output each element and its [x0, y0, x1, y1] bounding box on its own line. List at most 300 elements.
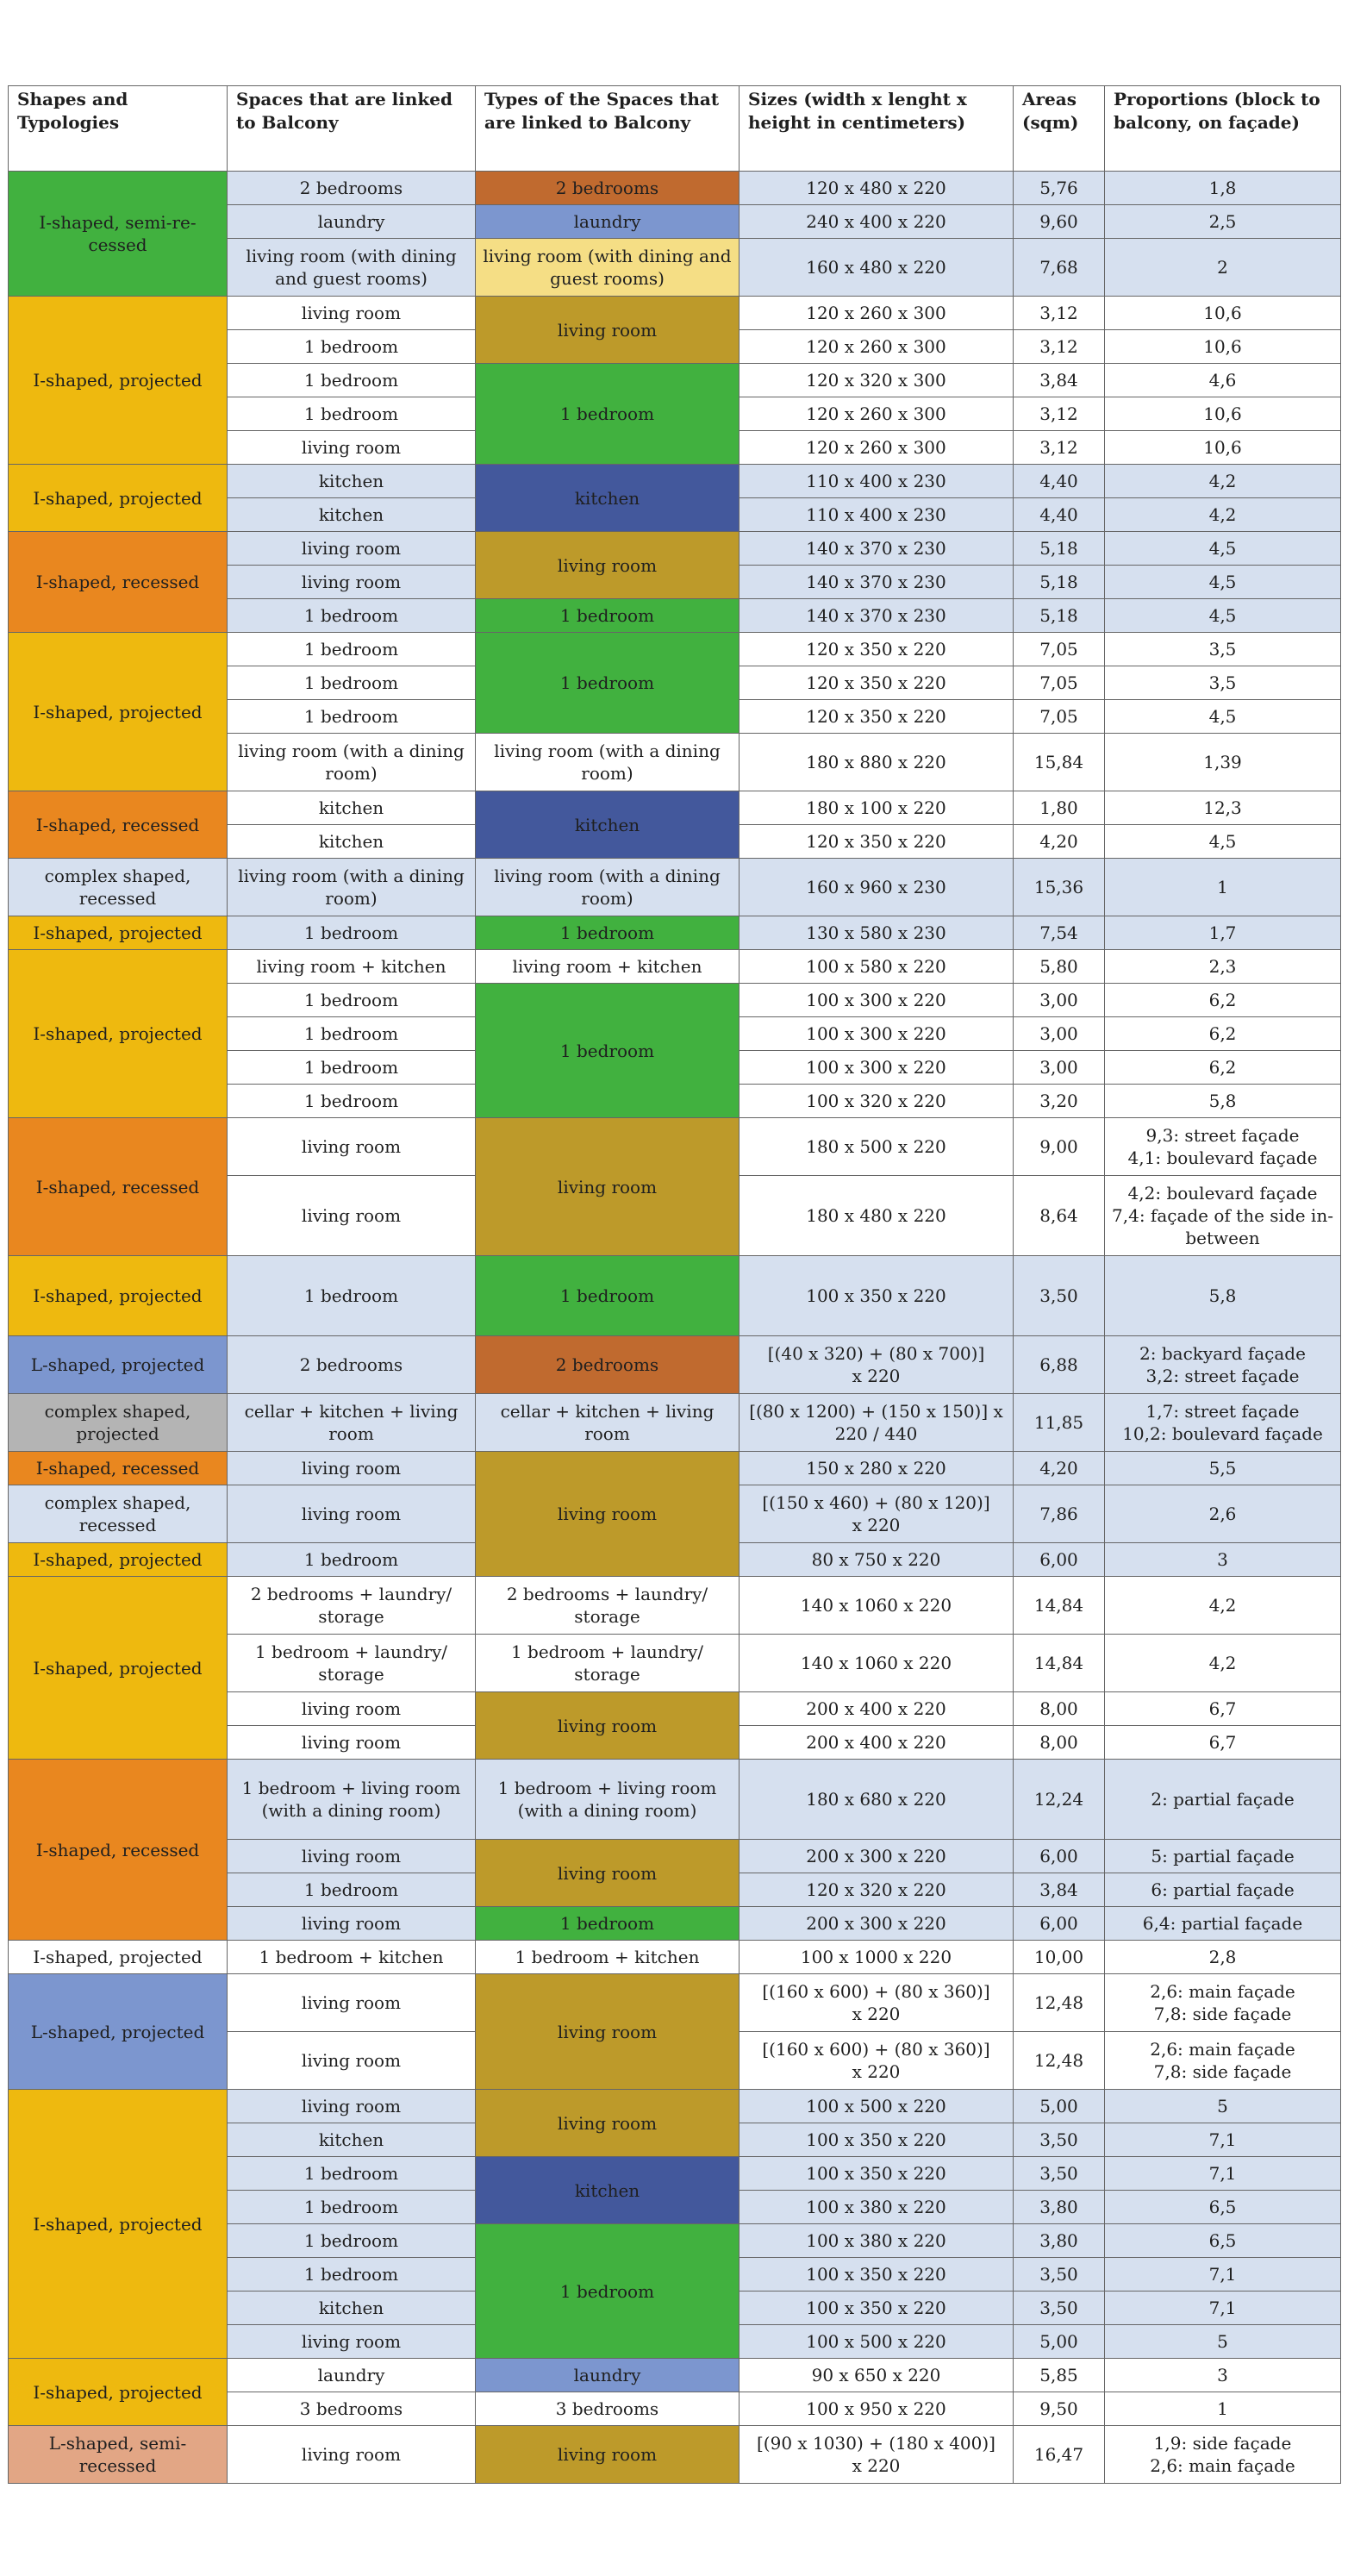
- header-linked-spaces: Spaces that are linked to Balcony: [228, 86, 476, 172]
- space-cell: 1 bedroom: [228, 1543, 476, 1577]
- size-cell: 120 x 350 x 220: [740, 700, 1014, 734]
- proportion-cell: 12,3: [1105, 791, 1341, 825]
- type-cell: 2 bedrooms: [476, 1336, 740, 1394]
- size-cell: 180 x 500 x 220: [740, 1118, 1014, 1176]
- type-cell: 1 bedroom + kitchen: [476, 1941, 740, 1974]
- area-cell: 6,00: [1014, 1543, 1105, 1577]
- type-cell: living room (with a dining room): [476, 859, 740, 916]
- shape-cell: I-shaped, recessed: [9, 532, 228, 633]
- size-cell: 100 x 350 x 220: [740, 2123, 1014, 2157]
- type-cell: living room: [476, 532, 740, 599]
- proportion-cell: 2,6: main façade 7,8: side façade: [1105, 2032, 1341, 2090]
- proportion-cell: 9,3: street façade 4,1: boulevard façade: [1105, 1118, 1341, 1176]
- size-cell: 100 x 950 x 220: [740, 2392, 1014, 2426]
- area-cell: 7,05: [1014, 700, 1105, 734]
- proportion-cell: 1: [1105, 859, 1341, 916]
- header-sizes: Sizes (width x lenght x height in centimeters): [740, 86, 1014, 172]
- area-cell: 14,84: [1014, 1577, 1105, 1635]
- size-cell: 120 x 260 x 300: [740, 431, 1014, 465]
- proportion-cell: 6,2: [1105, 1051, 1341, 1085]
- space-cell: laundry: [228, 2359, 476, 2392]
- space-cell: 1 bedroom: [228, 2157, 476, 2191]
- proportion-cell: 4,5: [1105, 566, 1341, 599]
- shape-cell: I-shaped, projected: [9, 2359, 228, 2426]
- size-cell: 100 x 320 x 220: [740, 1085, 1014, 1118]
- type-cell: 2 bedrooms + laundry/ storage: [476, 1577, 740, 1635]
- space-cell: living room: [228, 297, 476, 330]
- proportion-cell: 4,6: [1105, 364, 1341, 397]
- table-row: [9, 465, 1341, 498]
- space-cell: living room: [228, 1176, 476, 1256]
- area-cell: 3,50: [1014, 2123, 1105, 2157]
- proportion-cell: 6,2: [1105, 984, 1341, 1017]
- space-cell: 1 bedroom: [228, 700, 476, 734]
- space-cell: living room: [228, 1485, 476, 1543]
- proportion-cell: 10,6: [1105, 297, 1341, 330]
- space-cell: 1 bedroom: [228, 330, 476, 364]
- area-cell: 9,60: [1014, 205, 1105, 239]
- size-cell: 180 x 480 x 220: [740, 1176, 1014, 1256]
- type-cell: 1 bedroom: [476, 984, 740, 1118]
- area-cell: 8,00: [1014, 1726, 1105, 1760]
- size-cell: 80 x 750 x 220: [740, 1543, 1014, 1577]
- area-cell: 3,50: [1014, 2157, 1105, 2191]
- size-cell: 100 x 1000 x 220: [740, 1941, 1014, 1974]
- size-cell: 100 x 300 x 220: [740, 1017, 1014, 1051]
- area-cell: 5,85: [1014, 2359, 1105, 2392]
- proportion-cell: 1,39: [1105, 734, 1341, 791]
- proportion-cell: 7,1: [1105, 2123, 1341, 2157]
- space-cell: living room: [228, 1726, 476, 1760]
- size-cell: 120 x 480 x 220: [740, 172, 1014, 205]
- size-cell: 240 x 400 x 220: [740, 205, 1014, 239]
- type-cell: living room: [476, 297, 740, 364]
- type-cell: living room (with dining and guest rooms): [476, 239, 740, 297]
- proportion-cell: 2,3: [1105, 950, 1341, 984]
- space-cell: 1 bedroom: [228, 1085, 476, 1118]
- proportion-cell: 1: [1105, 2392, 1341, 2426]
- space-cell: 1 bedroom: [228, 2258, 476, 2292]
- type-cell: living room: [476, 1974, 740, 2090]
- proportion-cell: 2,6: [1105, 1485, 1341, 1543]
- space-cell: 1 bedroom + living room (with a dining room): [228, 1760, 476, 1840]
- proportion-cell: 4,5: [1105, 532, 1341, 566]
- space-cell: kitchen: [228, 465, 476, 498]
- header-row: [9, 86, 1341, 172]
- area-cell: 16,47: [1014, 2426, 1105, 2484]
- header-proportions: Proportions (block to balcony, on façade): [1105, 86, 1341, 172]
- shape-cell: L-shaped, projected: [9, 1336, 228, 1394]
- size-cell: 120 x 350 x 220: [740, 666, 1014, 700]
- size-cell: 100 x 500 x 220: [740, 2090, 1014, 2123]
- proportion-cell: 1,7: street façade 10,2: boulevard façade: [1105, 1394, 1341, 1452]
- area-cell: 5,80: [1014, 950, 1105, 984]
- space-cell: living room (with dining and guest rooms): [228, 239, 476, 297]
- type-cell: 2 bedrooms: [476, 172, 740, 205]
- table-row: [9, 791, 1341, 825]
- shape-cell: I-shaped, projected: [9, 1256, 228, 1336]
- area-cell: 3,00: [1014, 1017, 1105, 1051]
- area-cell: 3,80: [1014, 2191, 1105, 2224]
- proportion-cell: 5,8: [1105, 1085, 1341, 1118]
- table-row: [9, 1760, 1341, 1840]
- area-cell: 5,00: [1014, 2090, 1105, 2123]
- shape-cell: complex shaped, recessed: [9, 1485, 228, 1543]
- proportion-cell: 6: partial façade: [1105, 1873, 1341, 1907]
- shape-cell: complex shaped, projected: [9, 1394, 228, 1452]
- table-body: [9, 172, 1341, 2484]
- size-cell: 100 x 300 x 220: [740, 984, 1014, 1017]
- space-cell: laundry: [228, 205, 476, 239]
- header-shapes: Shapes and Typologies: [9, 86, 228, 172]
- size-cell: 200 x 400 x 220: [740, 1692, 1014, 1726]
- proportion-cell: 4,2: boulevard façade 7,4: façade of the side in-between: [1105, 1176, 1341, 1256]
- space-cell: living room (with a dining room): [228, 859, 476, 916]
- table-row: [9, 1452, 1341, 1485]
- proportion-cell: 6,7: [1105, 1726, 1341, 1760]
- size-cell: 150 x 280 x 220: [740, 1452, 1014, 1485]
- type-cell: 1 bedroom: [476, 916, 740, 950]
- space-cell: kitchen: [228, 825, 476, 859]
- size-cell: 110 x 400 x 230: [740, 465, 1014, 498]
- proportion-cell: 2: backyard façade 3,2: street façade: [1105, 1336, 1341, 1394]
- type-cell: 1 bedroom + living room (with a dining room): [476, 1760, 740, 1840]
- area-cell: 4,20: [1014, 1452, 1105, 1485]
- shape-cell: I-shaped, projected: [9, 916, 228, 950]
- space-cell: 1 bedroom: [228, 916, 476, 950]
- area-cell: 3,50: [1014, 2258, 1105, 2292]
- type-cell: living room: [476, 1692, 740, 1760]
- proportion-cell: 4,2: [1105, 1577, 1341, 1635]
- type-cell: living room: [476, 1840, 740, 1907]
- area-cell: 10,00: [1014, 1941, 1105, 1974]
- type-cell: kitchen: [476, 791, 740, 859]
- space-cell: 2 bedrooms: [228, 172, 476, 205]
- area-cell: 7,05: [1014, 633, 1105, 666]
- area-cell: 3,50: [1014, 2292, 1105, 2325]
- space-cell: living room: [228, 1452, 476, 1485]
- area-cell: 3,84: [1014, 1873, 1105, 1907]
- space-cell: 1 bedroom: [228, 666, 476, 700]
- space-cell: 1 bedroom: [228, 984, 476, 1017]
- shape-cell: L-shaped, semi-recessed: [9, 2426, 228, 2484]
- proportion-cell: 1,8: [1105, 172, 1341, 205]
- shape-cell: complex shaped, recessed: [9, 859, 228, 916]
- size-cell: [(40 x 320) + (80 x 700)] x 220: [740, 1336, 1014, 1394]
- space-cell: 1 bedroom: [228, 599, 476, 633]
- proportion-cell: 2: partial façade: [1105, 1760, 1341, 1840]
- shape-cell: I-shaped, recessed: [9, 1452, 228, 1485]
- type-cell: living room: [476, 1118, 740, 1256]
- space-cell: kitchen: [228, 2123, 476, 2157]
- proportion-cell: 3,5: [1105, 633, 1341, 666]
- area-cell: 11,85: [1014, 1394, 1105, 1452]
- table-row: [9, 532, 1341, 566]
- shape-cell: I-shaped, semi-re-cessed: [9, 172, 228, 297]
- area-cell: 7,05: [1014, 666, 1105, 700]
- table-row: [9, 2359, 1341, 2392]
- proportion-cell: 4,5: [1105, 700, 1341, 734]
- proportion-cell: 2,6: main façade 7,8: side façade: [1105, 1974, 1341, 2032]
- type-cell: 1 bedroom: [476, 633, 740, 734]
- area-cell: 12,24: [1014, 1760, 1105, 1840]
- size-cell: 120 x 260 x 300: [740, 330, 1014, 364]
- space-cell: cellar + kitchen + living room: [228, 1394, 476, 1452]
- proportion-cell: 6,7: [1105, 1692, 1341, 1726]
- proportion-cell: 10,6: [1105, 397, 1341, 431]
- proportion-cell: 5: partial façade: [1105, 1840, 1341, 1873]
- type-cell: 1 bedroom: [476, 1907, 740, 1941]
- size-cell: 110 x 400 x 230: [740, 498, 1014, 532]
- area-cell: 7,54: [1014, 916, 1105, 950]
- size-cell: 200 x 400 x 220: [740, 1726, 1014, 1760]
- proportion-cell: 4,5: [1105, 599, 1341, 633]
- table-row: [9, 633, 1341, 666]
- proportion-cell: 6,4: partial façade: [1105, 1907, 1341, 1941]
- space-cell: 1 bedroom: [228, 1051, 476, 1085]
- area-cell: 3,12: [1014, 431, 1105, 465]
- shape-cell: I-shaped, projected: [9, 2090, 228, 2359]
- size-cell: 140 x 370 x 230: [740, 532, 1014, 566]
- area-cell: 7,68: [1014, 239, 1105, 297]
- area-cell: 15,36: [1014, 859, 1105, 916]
- shape-cell: I-shaped, projected: [9, 297, 228, 465]
- type-cell: kitchen: [476, 465, 740, 532]
- proportion-cell: 2: [1105, 239, 1341, 297]
- area-cell: 9,00: [1014, 1118, 1105, 1176]
- table-container: [8, 85, 1340, 2484]
- shape-cell: I-shaped, recessed: [9, 1760, 228, 1941]
- size-cell: 100 x 380 x 220: [740, 2191, 1014, 2224]
- area-cell: 5,18: [1014, 599, 1105, 633]
- size-cell: 120 x 260 x 300: [740, 397, 1014, 431]
- space-cell: living room (with a dining room): [228, 734, 476, 791]
- space-cell: living room: [228, 2090, 476, 2123]
- space-cell: 1 bedroom: [228, 2191, 476, 2224]
- proportion-cell: 1,7: [1105, 916, 1341, 950]
- table-row: [9, 1941, 1341, 1974]
- size-cell: 140 x 1060 x 220: [740, 1635, 1014, 1692]
- shape-cell: I-shaped, projected: [9, 465, 228, 532]
- area-cell: 3,84: [1014, 364, 1105, 397]
- area-cell: 12,48: [1014, 1974, 1105, 2032]
- shape-cell: I-shaped, projected: [9, 1941, 228, 1974]
- proportion-cell: 4,2: [1105, 1635, 1341, 1692]
- size-cell: 140 x 370 x 230: [740, 599, 1014, 633]
- type-cell: laundry: [476, 205, 740, 239]
- area-cell: 3,00: [1014, 1051, 1105, 1085]
- area-cell: 5,18: [1014, 532, 1105, 566]
- header-areas: Areas (sqm): [1014, 86, 1105, 172]
- proportion-cell: 6,2: [1105, 1017, 1341, 1051]
- proportion-cell: 5: [1105, 2090, 1341, 2123]
- proportion-cell: 7,1: [1105, 2157, 1341, 2191]
- space-cell: living room: [228, 2325, 476, 2359]
- space-cell: 1 bedroom: [228, 2224, 476, 2258]
- proportion-cell: 7,1: [1105, 2292, 1341, 2325]
- space-cell: living room + kitchen: [228, 950, 476, 984]
- type-cell: laundry: [476, 2359, 740, 2392]
- shape-cell: I-shaped, recessed: [9, 1118, 228, 1256]
- type-cell: 1 bedroom: [476, 2224, 740, 2359]
- space-cell: 1 bedroom: [228, 1017, 476, 1051]
- area-cell: 3,50: [1014, 1256, 1105, 1336]
- type-cell: 1 bedroom: [476, 599, 740, 633]
- size-cell: 160 x 960 x 230: [740, 859, 1014, 916]
- proportion-cell: 3,5: [1105, 666, 1341, 700]
- type-cell: living room + kitchen: [476, 950, 740, 984]
- space-cell: 1 bedroom + kitchen: [228, 1941, 476, 1974]
- space-cell: living room: [228, 1974, 476, 2032]
- proportion-cell: 4,5: [1105, 825, 1341, 859]
- area-cell: 3,12: [1014, 330, 1105, 364]
- header-space-types: Types of the Spaces that are linked to Balcony: [476, 86, 740, 172]
- type-cell: 1 bedroom: [476, 1256, 740, 1336]
- size-cell: 200 x 300 x 220: [740, 1907, 1014, 1941]
- area-cell: 8,64: [1014, 1176, 1105, 1256]
- size-cell: 120 x 320 x 220: [740, 1873, 1014, 1907]
- size-cell: 100 x 500 x 220: [740, 2325, 1014, 2359]
- size-cell: 100 x 350 x 220: [740, 1256, 1014, 1336]
- proportion-cell: 4,2: [1105, 498, 1341, 532]
- proportion-cell: 6,5: [1105, 2191, 1341, 2224]
- area-cell: 6,00: [1014, 1840, 1105, 1873]
- table-row: [9, 859, 1341, 916]
- size-cell: [(160 x 600) + (80 x 360)] x 220: [740, 1974, 1014, 2032]
- space-cell: 1 bedroom: [228, 1256, 476, 1336]
- size-cell: 100 x 380 x 220: [740, 2224, 1014, 2258]
- proportion-cell: 7,1: [1105, 2258, 1341, 2292]
- area-cell: 3,00: [1014, 984, 1105, 1017]
- table-row: [9, 297, 1341, 330]
- type-cell: living room: [476, 2090, 740, 2157]
- size-cell: 120 x 320 x 300: [740, 364, 1014, 397]
- size-cell: 100 x 300 x 220: [740, 1051, 1014, 1085]
- type-cell: cellar + kitchen + living room: [476, 1394, 740, 1452]
- space-cell: living room: [228, 1118, 476, 1176]
- proportion-cell: 5: [1105, 2325, 1341, 2359]
- area-cell: 3,80: [1014, 2224, 1105, 2258]
- table-row: [9, 1974, 1341, 2032]
- type-cell: kitchen: [476, 2157, 740, 2224]
- table-row: [9, 2426, 1341, 2484]
- area-cell: 4,20: [1014, 825, 1105, 859]
- space-cell: living room: [228, 566, 476, 599]
- proportion-cell: 10,6: [1105, 431, 1341, 465]
- space-cell: 1 bedroom + laundry/ storage: [228, 1635, 476, 1692]
- table-row: [9, 1577, 1341, 1635]
- size-cell: [(150 x 460) + (80 x 120)] x 220: [740, 1485, 1014, 1543]
- shape-cell: I-shaped, projected: [9, 950, 228, 1118]
- type-cell: 1 bedroom: [476, 364, 740, 465]
- space-cell: 1 bedroom: [228, 1873, 476, 1907]
- area-cell: 3,20: [1014, 1085, 1105, 1118]
- area-cell: 3,12: [1014, 397, 1105, 431]
- area-cell: 8,00: [1014, 1692, 1105, 1726]
- size-cell: 200 x 300 x 220: [740, 1840, 1014, 1873]
- proportion-cell: 10,6: [1105, 330, 1341, 364]
- proportion-cell: 6,5: [1105, 2224, 1341, 2258]
- size-cell: 120 x 260 x 300: [740, 297, 1014, 330]
- size-cell: 120 x 350 x 220: [740, 825, 1014, 859]
- space-cell: 1 bedroom: [228, 633, 476, 666]
- proportion-cell: 1,9: side façade 2,6: main façade: [1105, 2426, 1341, 2484]
- table-row: [9, 1394, 1341, 1452]
- size-cell: 180 x 880 x 220: [740, 734, 1014, 791]
- size-cell: 90 x 650 x 220: [740, 2359, 1014, 2392]
- table-row: [9, 2090, 1341, 2123]
- area-cell: 6,00: [1014, 1907, 1105, 1941]
- type-cell: living room (with a dining room): [476, 734, 740, 791]
- size-cell: 130 x 580 x 230: [740, 916, 1014, 950]
- size-cell: 160 x 480 x 220: [740, 239, 1014, 297]
- area-cell: 15,84: [1014, 734, 1105, 791]
- space-cell: kitchen: [228, 498, 476, 532]
- shape-cell: L-shaped, projected: [9, 1974, 228, 2090]
- space-cell: 1 bedroom: [228, 397, 476, 431]
- area-cell: 5,18: [1014, 566, 1105, 599]
- type-cell: 1 bedroom + laundry/ storage: [476, 1635, 740, 1692]
- type-cell: 3 bedrooms: [476, 2392, 740, 2426]
- area-cell: 4,40: [1014, 465, 1105, 498]
- size-cell: [(90 x 1030) + (180 x 400)] x 220: [740, 2426, 1014, 2484]
- space-cell: 3 bedrooms: [228, 2392, 476, 2426]
- space-cell: living room: [228, 2032, 476, 2090]
- table-row: [9, 1256, 1341, 1336]
- shape-cell: I-shaped, projected: [9, 1543, 228, 1577]
- type-cell: living room: [476, 2426, 740, 2484]
- space-cell: 1 bedroom: [228, 364, 476, 397]
- table-row: [9, 950, 1341, 984]
- space-cell: living room: [228, 2426, 476, 2484]
- area-cell: 3,12: [1014, 297, 1105, 330]
- space-cell: living room: [228, 532, 476, 566]
- proportion-cell: 3: [1105, 1543, 1341, 1577]
- size-cell: [(80 x 1200) + (150 x 150)] x 220 / 440: [740, 1394, 1014, 1452]
- proportion-cell: 4,2: [1105, 465, 1341, 498]
- proportion-cell: 5,8: [1105, 1256, 1341, 1336]
- shape-cell: I-shaped, recessed: [9, 791, 228, 859]
- area-cell: 9,50: [1014, 2392, 1105, 2426]
- table-row: [9, 172, 1341, 205]
- size-cell: 140 x 1060 x 220: [740, 1577, 1014, 1635]
- size-cell: 100 x 350 x 220: [740, 2292, 1014, 2325]
- space-cell: living room: [228, 1692, 476, 1726]
- size-cell: 120 x 350 x 220: [740, 633, 1014, 666]
- area-cell: 7,86: [1014, 1485, 1105, 1543]
- shape-cell: I-shaped, projected: [9, 1577, 228, 1760]
- size-cell: 140 x 370 x 230: [740, 566, 1014, 599]
- space-cell: 2 bedrooms + laundry/ storage: [228, 1577, 476, 1635]
- space-cell: kitchen: [228, 2292, 476, 2325]
- space-cell: 2 bedrooms: [228, 1336, 476, 1394]
- area-cell: 5,00: [1014, 2325, 1105, 2359]
- area-cell: 4,40: [1014, 498, 1105, 532]
- size-cell: 100 x 350 x 220: [740, 2258, 1014, 2292]
- size-cell: 100 x 580 x 220: [740, 950, 1014, 984]
- space-cell: kitchen: [228, 791, 476, 825]
- space-cell: living room: [228, 431, 476, 465]
- shape-cell: I-shaped, projected: [9, 633, 228, 791]
- size-cell: 180 x 680 x 220: [740, 1760, 1014, 1840]
- proportion-cell: 2,8: [1105, 1941, 1341, 1974]
- area-cell: 1,80: [1014, 791, 1105, 825]
- table-row: [9, 1336, 1341, 1394]
- table-row: [9, 1118, 1341, 1176]
- proportion-cell: 2,5: [1105, 205, 1341, 239]
- proportion-cell: 5,5: [1105, 1452, 1341, 1485]
- area-cell: 12,48: [1014, 2032, 1105, 2090]
